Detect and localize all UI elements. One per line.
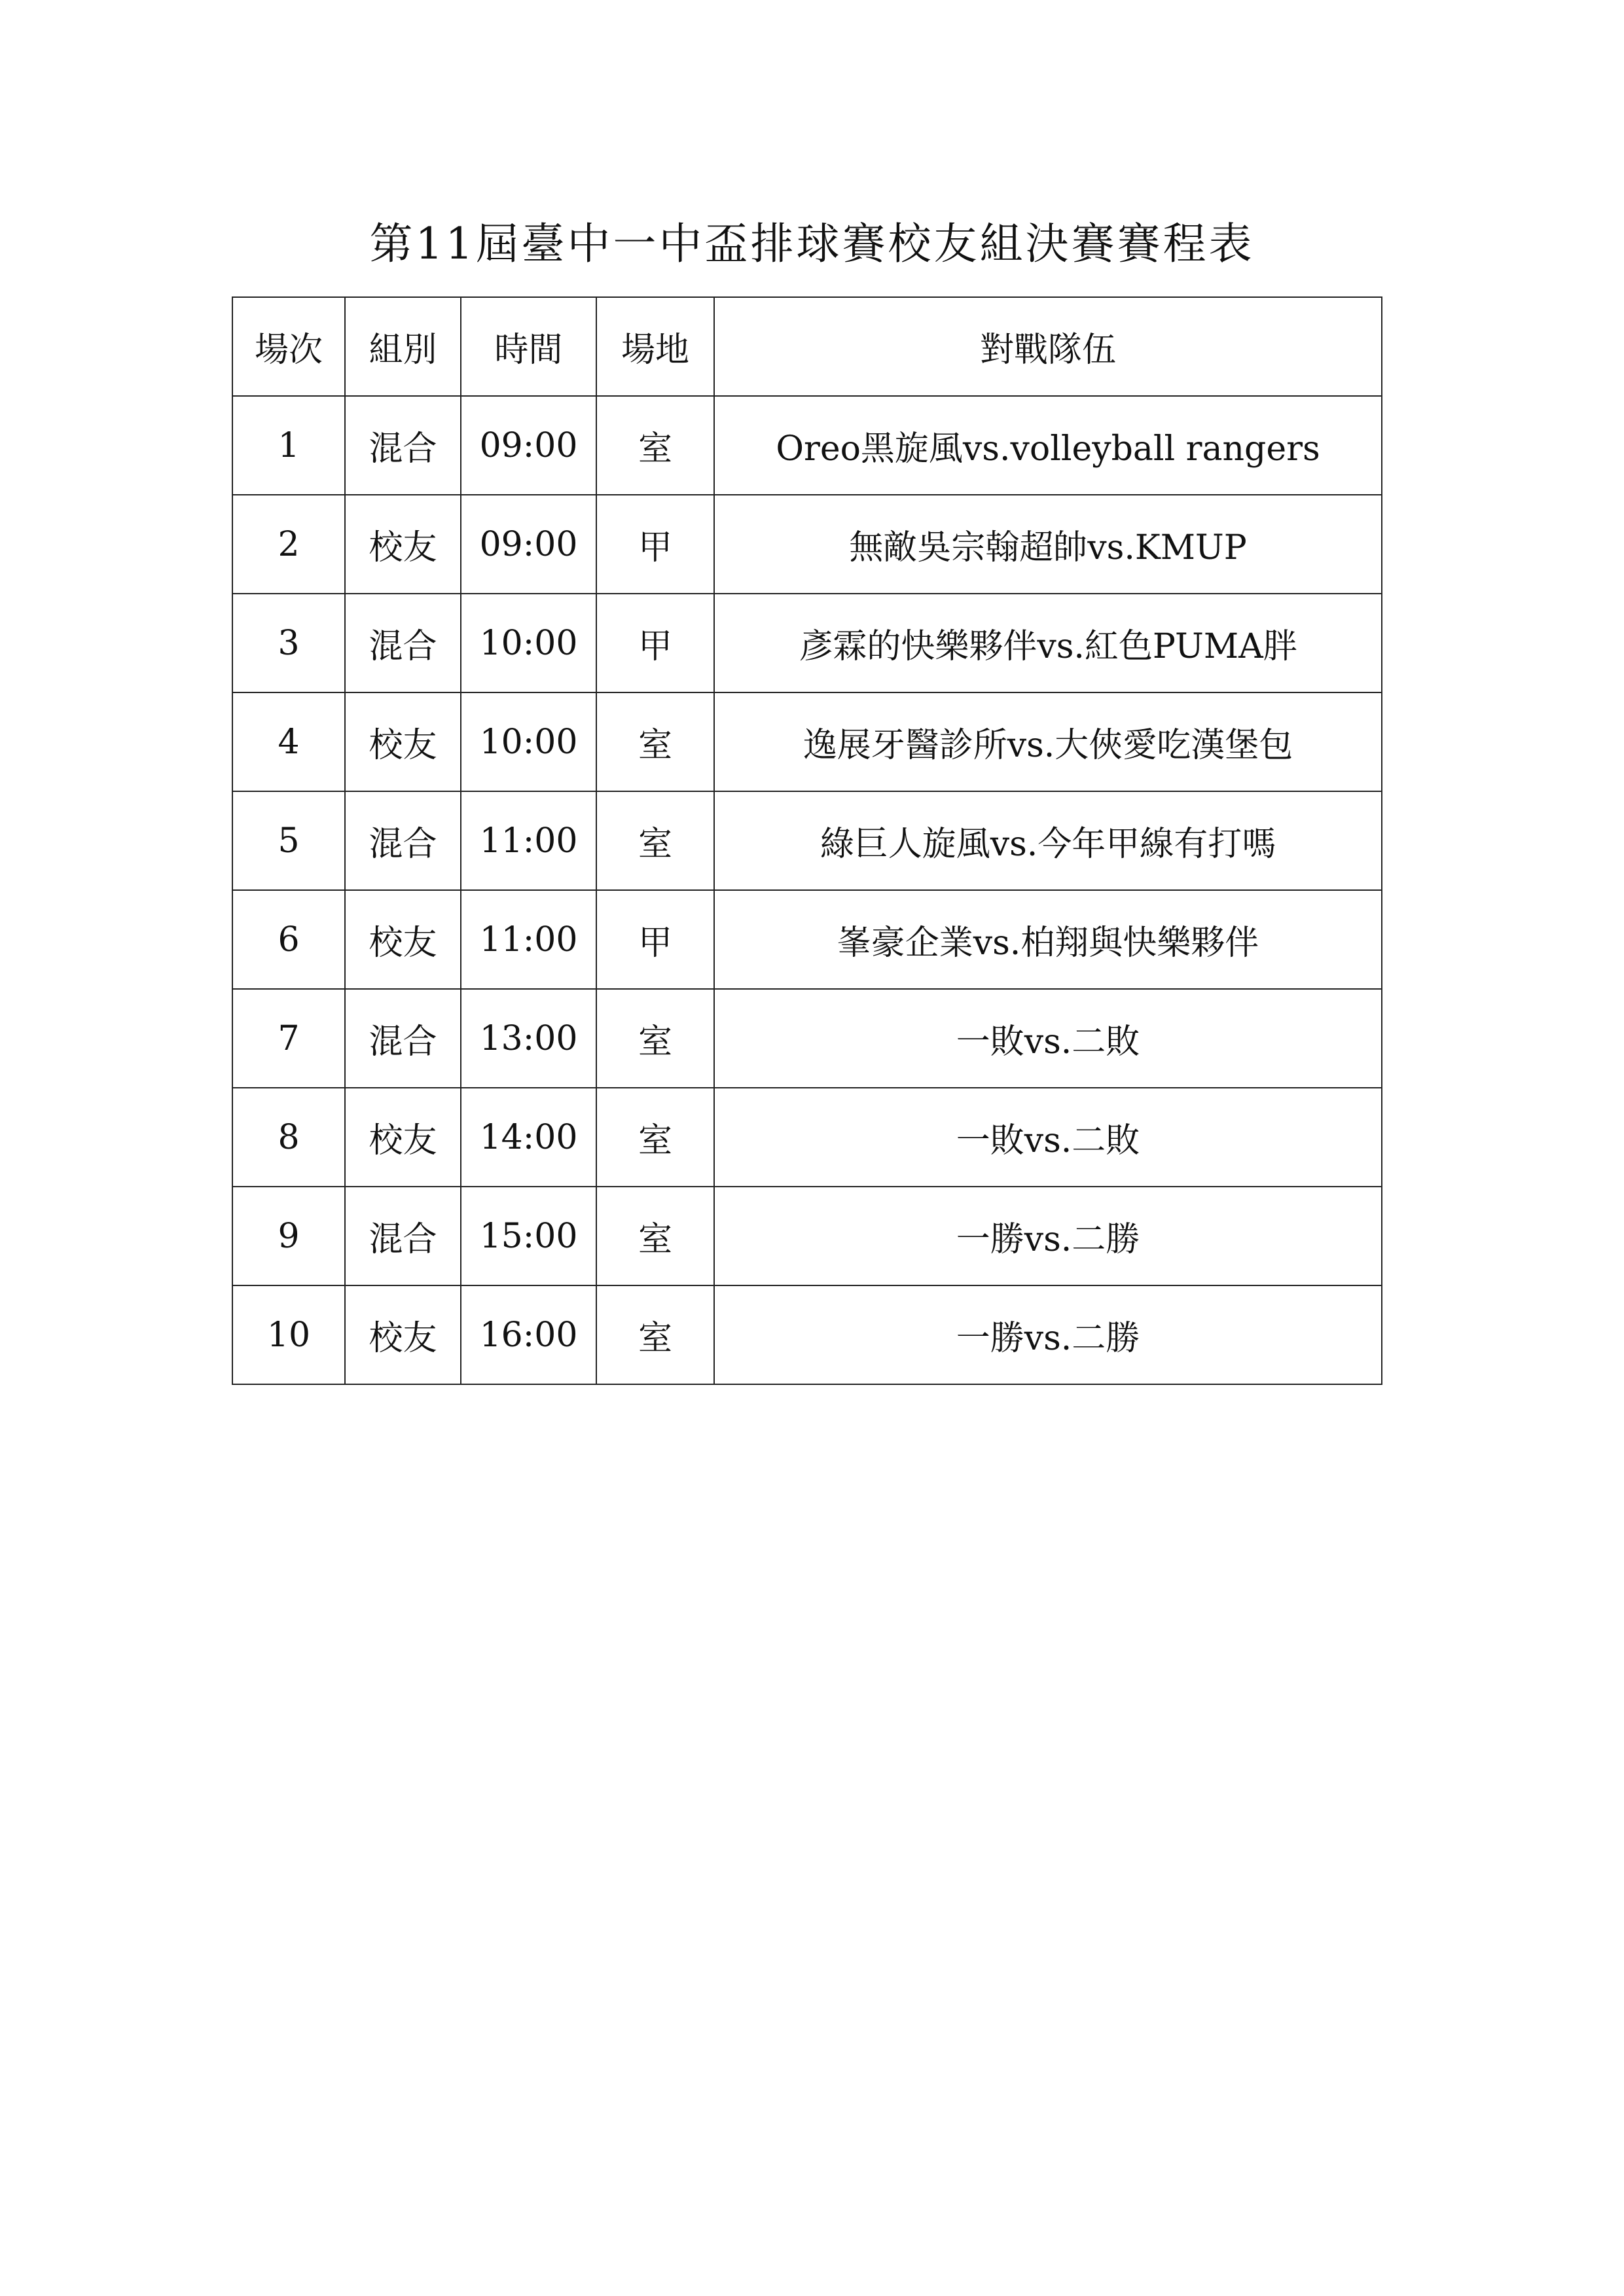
cell-match: 4 (232, 692, 345, 791)
table-row (232, 495, 1382, 594)
table-row (232, 594, 1382, 692)
cell-teams: 一敗vs.二敗 (714, 1088, 1382, 1187)
table-row (232, 1088, 1382, 1187)
cell-time: 10:00 (461, 594, 596, 692)
cell-match: 6 (232, 890, 345, 989)
cell-group: 校友 (345, 495, 461, 594)
table-row (232, 1187, 1382, 1285)
cell-match: 3 (232, 594, 345, 692)
header-time: 時間 (461, 297, 596, 396)
cell-match: 5 (232, 791, 345, 890)
cell-group: 混合 (345, 1187, 461, 1285)
cell-time: 11:00 (461, 791, 596, 890)
cell-group: 校友 (345, 1285, 461, 1384)
cell-venue: 甲 (596, 594, 714, 692)
cell-group: 混合 (345, 989, 461, 1088)
cell-time: 13:00 (461, 989, 596, 1088)
cell-venue: 室 (596, 989, 714, 1088)
cell-teams: 逸展牙醫診所vs.大俠愛吃漢堡包 (714, 692, 1382, 791)
header-group: 組別 (345, 297, 461, 396)
cell-match: 1 (232, 396, 345, 495)
cell-time: 10:00 (461, 692, 596, 791)
cell-teams: 峯豪企業vs.柏翔與快樂夥伴 (714, 890, 1382, 989)
table-row (232, 1285, 1382, 1384)
cell-group: 校友 (345, 692, 461, 791)
header-teams: 對戰隊伍 (714, 297, 1382, 396)
cell-teams: Oreo黑旋風vs.volleyball rangers (714, 396, 1382, 495)
cell-venue: 室 (596, 692, 714, 791)
cell-teams: 綠巨人旋風vs.今年甲線有打嗎 (714, 791, 1382, 890)
cell-time: 11:00 (461, 890, 596, 989)
cell-venue: 室 (596, 1088, 714, 1187)
cell-group: 混合 (345, 594, 461, 692)
cell-teams: 無敵吳宗翰超帥vs.KMUP (714, 495, 1382, 594)
table-row (232, 692, 1382, 791)
cell-time: 14:00 (461, 1088, 596, 1187)
cell-teams: 一敗vs.二敗 (714, 989, 1382, 1088)
cell-venue: 甲 (596, 890, 714, 989)
cell-teams: 彥霖的快樂夥伴vs.紅色PUMA胖 (714, 594, 1382, 692)
cell-time: 09:00 (461, 396, 596, 495)
cell-teams: 一勝vs.二勝 (714, 1285, 1382, 1384)
cell-match: 8 (232, 1088, 345, 1187)
cell-teams: 一勝vs.二勝 (714, 1187, 1382, 1285)
table-row (232, 989, 1382, 1088)
cell-group: 混合 (345, 396, 461, 495)
cell-venue: 室 (596, 1187, 714, 1285)
cell-match: 7 (232, 989, 345, 1088)
cell-time: 15:00 (461, 1187, 596, 1285)
cell-group: 校友 (345, 1088, 461, 1187)
table-header-row (232, 297, 1382, 396)
cell-group: 校友 (345, 890, 461, 989)
table-row (232, 396, 1382, 495)
cell-match: 9 (232, 1187, 345, 1285)
schedule-table (232, 296, 1382, 1385)
cell-venue: 甲 (596, 495, 714, 594)
cell-match: 2 (232, 495, 345, 594)
cell-venue: 室 (596, 396, 714, 495)
cell-time: 09:00 (461, 495, 596, 594)
table-row (232, 791, 1382, 890)
cell-venue: 室 (596, 791, 714, 890)
table-row (232, 890, 1382, 989)
header-venue: 場地 (596, 297, 714, 396)
cell-venue: 室 (596, 1285, 714, 1384)
cell-match: 10 (232, 1285, 345, 1384)
cell-time: 16:00 (461, 1285, 596, 1384)
header-match: 場次 (232, 297, 345, 396)
page-title: 第11屆臺中一中盃排球賽校友組決賽賽程表 (369, 219, 1255, 269)
cell-group: 混合 (345, 791, 461, 890)
